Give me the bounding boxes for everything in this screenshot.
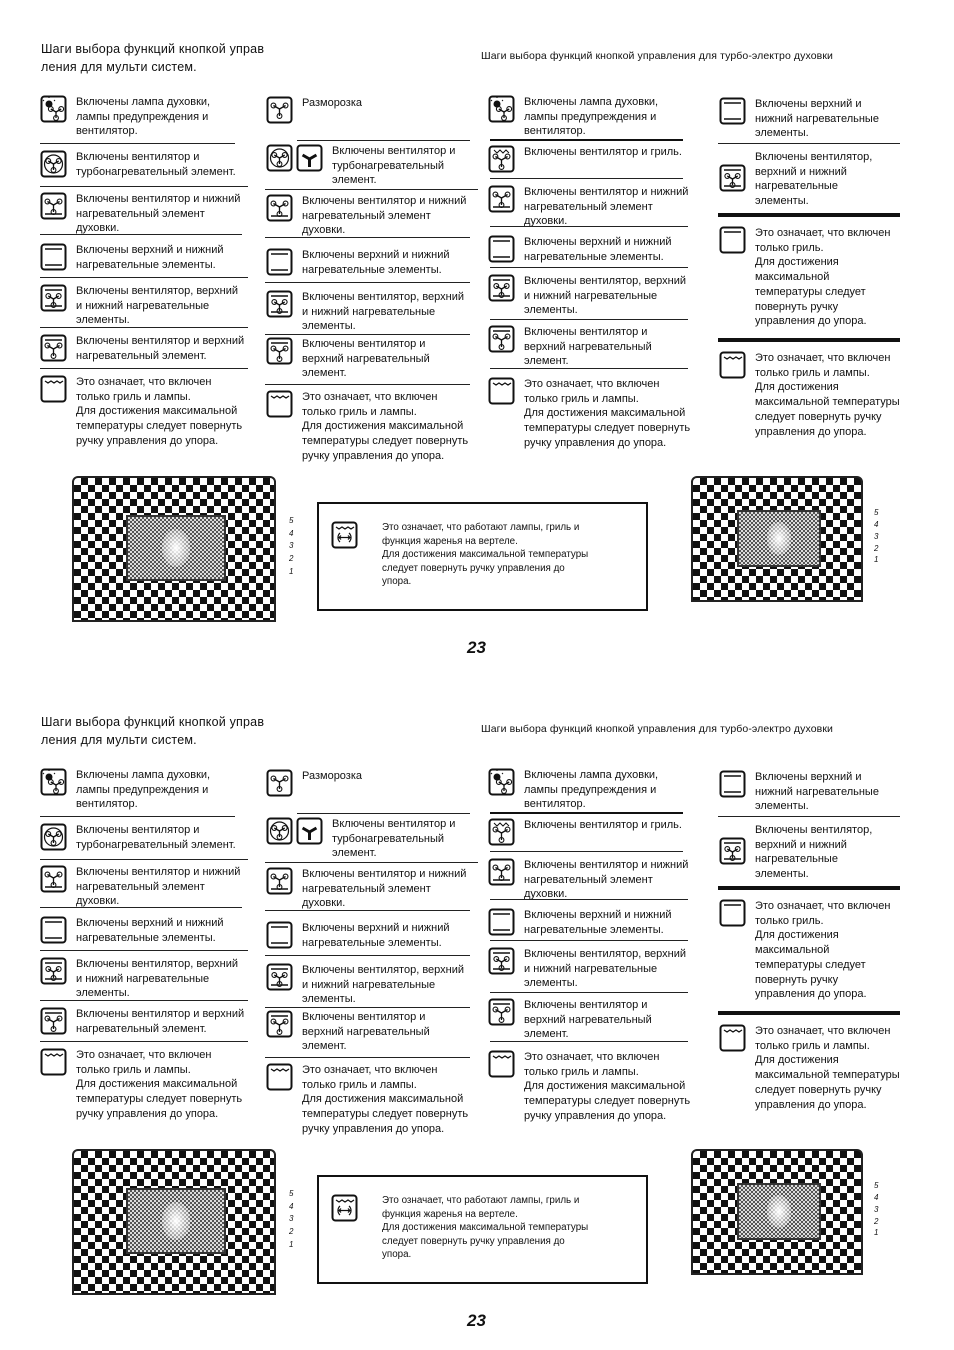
divider [718, 213, 900, 217]
page-copy [0, 0, 954, 673]
divider [718, 143, 900, 144]
divider [490, 812, 683, 814]
fan-icon [266, 96, 293, 129]
divider [718, 1011, 900, 1015]
divider [40, 368, 248, 369]
fan-bottom-heater-icon [40, 192, 67, 225]
divider [490, 319, 688, 320]
function-item [719, 1024, 900, 1112]
fan-top-bottom-icon [488, 947, 515, 980]
fan-icon [266, 769, 293, 802]
divider [718, 338, 900, 342]
divider [40, 907, 242, 908]
divider [297, 813, 470, 814]
divider [265, 1007, 470, 1008]
fan-top-bottom-icon [488, 274, 515, 307]
shelf-level-label: 4 [874, 520, 879, 529]
divider [265, 334, 470, 335]
function-description: Включены вентилятор и верхний нагревательный элемент. [524, 326, 652, 368]
fan-bottom-heater-icon [488, 185, 515, 218]
function-item [488, 998, 652, 1042]
function-description: Включены верхний и нижний нагревательные элементы. [76, 244, 224, 271]
divider [40, 1000, 248, 1001]
function-description: Включены вентилятор и турбонагревательный элемент. [332, 145, 456, 187]
function-item [40, 865, 240, 909]
function-item [40, 957, 238, 1001]
divider [40, 186, 248, 187]
shelf-level-label: 3 [289, 541, 294, 550]
lamp-fan-icon [488, 768, 515, 801]
function-description: Включены вентилятор и нижний нагревательный элемент духовки. [524, 859, 689, 901]
function-item [719, 770, 879, 814]
function-description: Включены вентилятор, верхний и нижний нагревательные элементы. [76, 958, 239, 1000]
function-item [266, 248, 449, 281]
function-description: Включены лампа духовки, лампы предупреждения и вентилятор. [524, 96, 659, 138]
divider [265, 282, 470, 283]
fan-top-bottom-icon [40, 957, 67, 990]
title-turbo-electric: Шаги выбора функций кнопкой управления для турбо-электро духовки [481, 50, 834, 62]
shelf-level-label: 1 [289, 567, 294, 576]
top-bottom-heater-icon [266, 248, 293, 281]
function-item [266, 290, 464, 334]
function-item [40, 375, 242, 449]
shelf-level-label: 2 [874, 1217, 879, 1226]
function-description: Включены вентилятор, верхний и нижний нагревательные элементы. [524, 275, 687, 317]
function-description: Включены вентилятор и верхний нагревательный элемент. [76, 335, 245, 362]
function-description: Включены вентилятор и верхний нагревательный элемент. [524, 999, 652, 1041]
fan-top-bottom-icon [719, 164, 746, 197]
shelf-level-label: 5 [874, 1181, 879, 1190]
top-bottom-heater-icon [488, 235, 515, 268]
function-item [266, 817, 455, 861]
divider [490, 226, 688, 227]
divider [718, 886, 900, 890]
fan-top-heater-icon [266, 337, 293, 370]
top-bottom-heater-icon [719, 770, 746, 803]
shelf-level-label: 5 [289, 1189, 294, 1198]
function-item [40, 1048, 242, 1122]
divider [490, 139, 683, 141]
grill-icon [488, 377, 515, 410]
oven-diagram-multi [72, 476, 276, 622]
rotisserie-note [317, 1175, 648, 1284]
function-description: Это означает, что включен только гриль и лампы. Для достижения максимальной температуры следует повернуть ручку управления до упора. [302, 391, 469, 462]
function-item [488, 768, 658, 812]
function-description: Включены верхний и нижний нагревательные элементы. [302, 249, 450, 276]
function-item [488, 947, 686, 991]
function-item [488, 818, 682, 851]
function-item [719, 351, 900, 439]
function-item [40, 823, 236, 856]
divider [490, 851, 683, 852]
function-description: Включены лампа духовки, лампы предупреждения и вентилятор. [76, 769, 211, 811]
divider [40, 1041, 248, 1042]
rotisserie-description: Это означает, что работают лампы, гриль и функция жаренья на вертеле. Для достижения максимальной температуры следует повернуть ручку управления до упора. [382, 1195, 589, 1261]
fan-solid-icon [296, 817, 323, 850]
top-bottom-heater-icon [719, 97, 746, 130]
function-item [719, 899, 890, 1002]
divider [40, 234, 242, 235]
title-turbo-electric: Шаги выбора функций кнопкой управления для турбо-электро духовки [481, 723, 834, 735]
function-description: Включены вентилятор и нижний нагревательный элемент духовки. [302, 195, 467, 237]
function-description: Разморозка [302, 97, 363, 109]
function-description: Включены вентилятор и гриль. [524, 146, 682, 158]
function-description: Включены вентилятор и турбонагревательный элемент. [76, 824, 236, 851]
function-item [40, 768, 210, 812]
function-description: Это означает, что включен только гриль и лампы. Для достижения максимальной температуры следует повернуть ручку управления до упора. [524, 1051, 691, 1122]
function-description: Включены вентилятор, верхний и нижний нагревательные элементы. [302, 291, 465, 333]
function-item [266, 96, 362, 129]
function-item [719, 226, 890, 329]
function-description: Включены вентилятор, верхний и нижний нагревательные элементы. [524, 948, 687, 990]
function-description: Включены верхний и нижний нагревательные элементы. [302, 922, 450, 949]
grill-icon [719, 1024, 746, 1057]
function-description: Это означает, что включен только гриль и лампы. Для достижения максимальной температуры следует повернуть ручку управления до упора. [755, 352, 900, 438]
fan-ring-icon [266, 144, 293, 177]
function-description: Это означает, что включен только гриль и лампы. Для достижения максимальной температуры следует повернуть ручку управления до упора. [755, 1025, 900, 1111]
function-item [488, 235, 671, 268]
fan-bottom-heater-icon [488, 858, 515, 891]
function-description: Включены верхний и нижний нагревательные элементы. [76, 917, 224, 944]
function-item [40, 1007, 244, 1040]
function-item [488, 325, 652, 369]
function-description: Включены вентилятор, верхний и нижний нагревательные элементы. [755, 824, 873, 881]
function-item [266, 194, 466, 238]
oven-diagram-turbo [691, 1149, 863, 1275]
rotisserie-icon [331, 1194, 358, 1227]
function-item [488, 377, 690, 451]
shelf-level-label: 4 [289, 1202, 294, 1211]
divider [40, 950, 248, 951]
grill-icon [40, 375, 67, 408]
divider [490, 368, 688, 369]
divider [490, 178, 683, 179]
oven-diagram-multi [72, 1149, 276, 1295]
function-item [40, 334, 244, 367]
shelf-level-label: 2 [874, 544, 879, 553]
fan-top-heater-icon [40, 334, 67, 367]
fan-top-bottom-icon [719, 837, 746, 870]
function-description: Разморозка [302, 770, 363, 782]
divider [297, 140, 470, 141]
function-item [488, 274, 686, 318]
function-description: Включены вентилятор и нижний нагревательный элемент духовки. [76, 866, 241, 908]
page-number: 23 [467, 638, 486, 657]
function-item [40, 192, 240, 236]
divider [265, 237, 470, 238]
grill-icon [266, 390, 293, 423]
function-description: Включены вентилятор и нижний нагревательный элемент духовки. [76, 193, 241, 235]
function-description: Включены верхний и нижний нагревательные элементы. [755, 98, 879, 140]
shelf-level-label: 4 [289, 529, 294, 538]
divider [718, 816, 900, 817]
rotisserie-description: Это означает, что работают лампы, гриль и функция жаренья на вертеле. Для достижения максимальной температуры следует повернуть ручку управления до упора. [382, 522, 589, 588]
function-description: Это означает, что включен только гриль и лампы. Для достижения максимальной температуры следует повернуть ручку управления до упора. [302, 1064, 469, 1135]
function-item [266, 1063, 468, 1137]
function-description: Это означает, что включен только гриль и лампы. Для достижения максимальной температуры следует повернуть ручку управления до упора. [524, 378, 691, 449]
fan-top-heater-icon [266, 1010, 293, 1043]
fan-top-heater-icon [40, 1007, 67, 1040]
divider [265, 955, 470, 956]
function-item [266, 867, 466, 911]
function-description: Включены вентилятор и турбонагревательный элемент. [76, 151, 236, 178]
divider [40, 816, 235, 817]
divider [490, 940, 688, 941]
shelf-level-label: 1 [874, 1228, 879, 1237]
divider [40, 277, 248, 278]
title-multi-system: Шаги выбора функций кнопкой управ ления для мульти систем. [41, 715, 265, 747]
function-item [488, 185, 688, 229]
function-description: Включены вентилятор и верхний нагревательный элемент. [76, 1008, 245, 1035]
shelf-level-label: 4 [874, 1193, 879, 1202]
function-description: Включены вентилятор, верхний и нижний нагревательные элементы. [302, 964, 465, 1006]
function-description: Включены лампа духовки, лампы предупреждения и вентилятор. [76, 96, 211, 138]
grill-icon [266, 1063, 293, 1096]
fan-grill-icon [488, 818, 515, 851]
rotisserie-note [317, 502, 648, 611]
function-description: Включены вентилятор и верхний нагревательный элемент. [302, 338, 430, 380]
function-item [40, 95, 210, 139]
lamp-fan-icon [488, 95, 515, 128]
fan-top-bottom-icon [40, 284, 67, 317]
top-heater-icon [719, 226, 746, 259]
top-bottom-heater-icon [488, 908, 515, 941]
shelf-level-label: 3 [874, 532, 879, 541]
function-item [488, 908, 671, 941]
fan-top-heater-icon [488, 325, 515, 358]
shelf-level-label: 5 [289, 516, 294, 525]
fan-top-heater-icon [488, 998, 515, 1031]
function-description: Это означает, что включен только гриль. Для достижения максимальной температуры следует повернуть ручку управления до упора. [755, 900, 891, 1001]
fan-bottom-heater-icon [40, 865, 67, 898]
fan-top-bottom-icon [266, 963, 293, 996]
function-item [266, 337, 430, 381]
divider [40, 859, 248, 860]
divider [265, 189, 478, 190]
title-multi-system: Шаги выбора функций кнопкой управ ления для мульти систем. [41, 42, 265, 74]
function-item [266, 769, 362, 802]
divider [490, 1041, 688, 1042]
shelf-level-label: 1 [874, 555, 879, 564]
oven-diagram-turbo [691, 476, 863, 602]
function-item [40, 150, 236, 183]
fan-grill-icon [488, 145, 515, 178]
function-item [40, 284, 238, 328]
lamp-fan-icon [40, 768, 67, 801]
lamp-fan-icon [40, 95, 67, 128]
function-description: Включены лампа духовки, лампы предупреждения и вентилятор. [524, 769, 659, 811]
function-item [719, 97, 879, 141]
divider [265, 384, 470, 385]
rotisserie-icon [331, 521, 358, 554]
divider [490, 992, 688, 993]
grill-icon [719, 351, 746, 384]
function-item [719, 150, 872, 209]
grill-icon [488, 1050, 515, 1083]
function-item [40, 243, 223, 276]
divider [265, 862, 478, 863]
function-item [719, 823, 872, 882]
shelf-level-label: 2 [289, 554, 294, 563]
page-number: 23 [467, 1311, 486, 1330]
fan-solid-icon [296, 144, 323, 177]
divider [265, 1057, 470, 1058]
grill-icon [40, 1048, 67, 1081]
divider [40, 143, 235, 144]
function-description: Включены вентилятор и верхний нагревательный элемент. [302, 1011, 430, 1053]
shelf-level-label: 1 [289, 1240, 294, 1249]
function-description: Это означает, что включен только гриль. Для достижения максимальной температуры следует повернуть ручку управления до упора. [755, 227, 891, 328]
function-description: Включены вентилятор и нижний нагревательный элемент духовки. [302, 868, 467, 910]
function-description: Это означает, что включен только гриль и лампы. Для достижения максимальной температуры следует повернуть ручку управления до упора. [76, 376, 243, 447]
page-copy [0, 673, 954, 1346]
function-description: Включены верхний и нижний нагревательные элементы. [524, 909, 672, 936]
divider [490, 899, 688, 900]
function-item [488, 858, 688, 902]
function-item [488, 145, 682, 178]
fan-ring-icon [40, 150, 67, 183]
function-description: Включены вентилятор, верхний и нижний нагревательные элементы. [755, 151, 873, 208]
divider [265, 910, 470, 911]
function-item [40, 916, 223, 949]
divider [40, 327, 248, 328]
divider [490, 267, 688, 268]
top-bottom-heater-icon [40, 916, 67, 949]
fan-ring-icon [266, 817, 293, 850]
top-bottom-heater-icon [266, 921, 293, 954]
shelf-level-label: 2 [289, 1227, 294, 1236]
function-item [266, 963, 464, 1007]
function-description: Это означает, что включен только гриль и лампы. Для достижения максимальной температуры следует повернуть ручку управления до упора. [76, 1049, 243, 1120]
function-description: Включены вентилятор и нижний нагревательный элемент духовки. [524, 186, 689, 228]
function-description: Включены верхний и нижний нагревательные элементы. [524, 236, 672, 263]
shelf-level-label: 3 [874, 1205, 879, 1214]
shelf-level-label: 5 [874, 508, 879, 517]
function-description: Включены вентилятор и гриль. [524, 819, 682, 831]
function-item [266, 144, 455, 188]
function-description: Включены вентилятор, верхний и нижний нагревательные элементы. [76, 285, 239, 327]
fan-bottom-heater-icon [266, 194, 293, 227]
function-item [488, 95, 658, 139]
function-item [488, 1050, 690, 1124]
fan-top-bottom-icon [266, 290, 293, 323]
top-heater-icon [719, 899, 746, 932]
function-description: Включены верхний и нижний нагревательные элементы. [755, 771, 879, 813]
shelf-level-label: 3 [289, 1214, 294, 1223]
top-bottom-heater-icon [40, 243, 67, 276]
fan-ring-icon [40, 823, 67, 856]
fan-bottom-heater-icon [266, 867, 293, 900]
function-item [266, 1010, 430, 1054]
function-item [266, 390, 468, 464]
function-description: Включены вентилятор и турбонагревательный элемент. [332, 818, 456, 860]
function-item [266, 921, 449, 954]
